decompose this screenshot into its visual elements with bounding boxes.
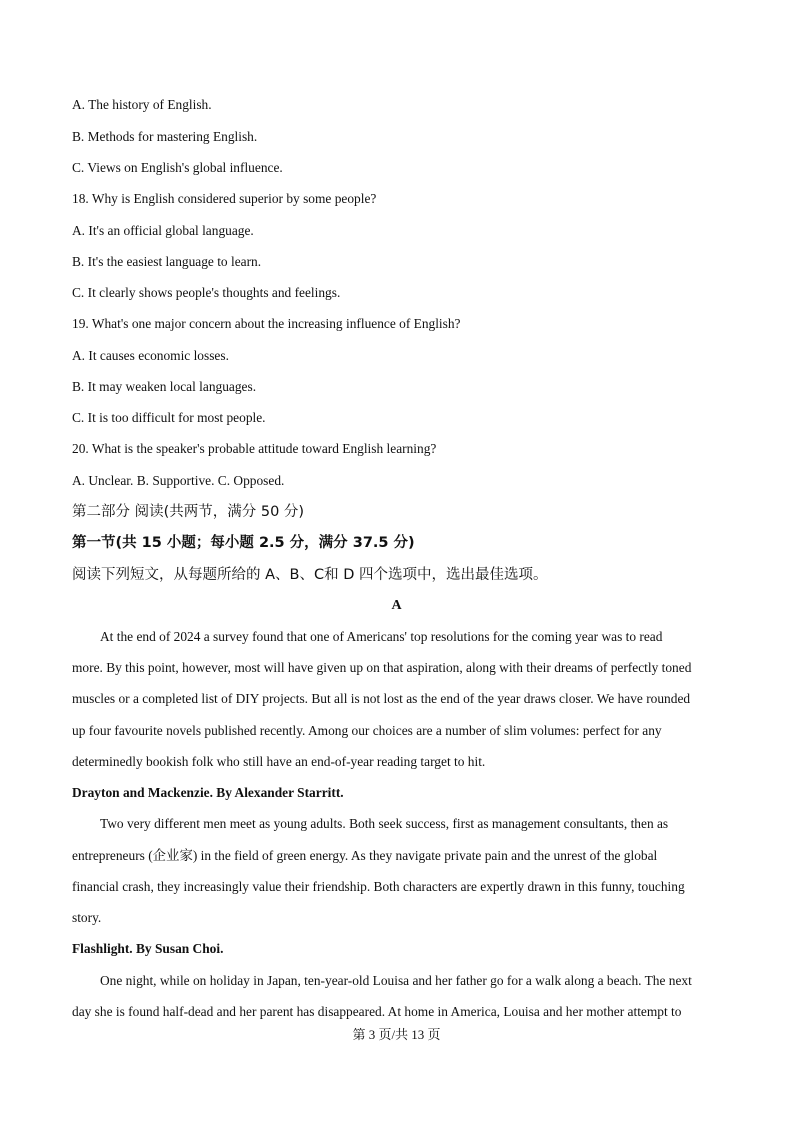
page-footer: 第 3 页/共 13 页 (352, 1027, 441, 1042)
q17-option-b: B. Methods for mastering English. (72, 129, 258, 144)
intro-line-3: muscles or a completed list of DIY projects. But all is not lost as the end of the year draws closer. We have rounded (72, 691, 691, 706)
book1-heading: Drayton and Mackenzie. By Alexander Starritt. (72, 785, 344, 800)
book2-line-1: One night, while on holiday in Japan, ten-year-old Louisa and her father go for a walk along a beach. The next (100, 973, 692, 988)
q19-option-c: C. It is too difficult for most people. (72, 410, 266, 425)
passage-a-label: A (391, 598, 402, 613)
q20-stem: 20. What is the speaker's probable attitude toward English learning? (72, 441, 437, 456)
intro-line-2: more. By this point, however, most will have given up on that aspiration, along with their dreams of perfectly toned (72, 660, 692, 675)
reading-instruction: 阅读下列短文，从每题所给的 A、B、C和 D 四个选项中，选出最佳选项。 (72, 567, 548, 583)
intro-line-1: At the end of 2024 a survey found that one of Americans' top resolutions for the coming year was to read (100, 629, 663, 644)
part2-title: 第二部分 阅读(共两节，满分 50 分) (72, 504, 305, 520)
intro-line-4: up four favourite novels published recently. Among our choices are a number of slim volumes: perfect for any (72, 723, 662, 738)
q17-option-c: C. Views on English's global influence. (72, 160, 283, 175)
book1-line-2: entrepreneurs (企业家) in the field of green energy. As they navigate private pain and the unrest of the global (72, 848, 658, 863)
book1-line-4: story. (72, 910, 102, 925)
q18-stem: 18. Why is English considered superior by some people? (72, 191, 377, 206)
book2-heading: Flashlight. By Susan Choi. (72, 941, 224, 956)
intro-line-5: determinedly bookish folk who still have an end-of-year reading target to hit. (72, 754, 486, 769)
q18-option-a: A. It's an official global language. (72, 223, 254, 238)
q18-option-b: B. It's the easiest language to learn. (72, 254, 262, 269)
q17-option-a: A. The history of English. (72, 97, 212, 112)
q19-stem: 19. What's one major concern about the increasing influence of English? (72, 316, 461, 331)
section1-title: 第一节(共 15 小题；每小题 2.5 分，满分 37.5 分) (72, 535, 415, 551)
q18-option-c: C. It clearly shows people's thoughts and feelings. (72, 285, 341, 300)
q19-option-a: A. It causes economic losses. (72, 348, 229, 363)
book1-line-1: Two very different men meet as young adults. Both seek success, first as management consultants, then as (100, 816, 669, 831)
q19-option-b: B. It may weaken local languages. (72, 379, 257, 394)
book1-line-3: financial crash, they increasingly value their friendship. Both characters are expertly drawn in this funny, touching (72, 879, 685, 894)
q20-options: A. Unclear. B. Supportive. C. Opposed. (72, 473, 285, 488)
book2-line-2: day she is found half-dead and her parent has disappeared. At home in America, Louisa and her mother attempt to (72, 1004, 682, 1019)
